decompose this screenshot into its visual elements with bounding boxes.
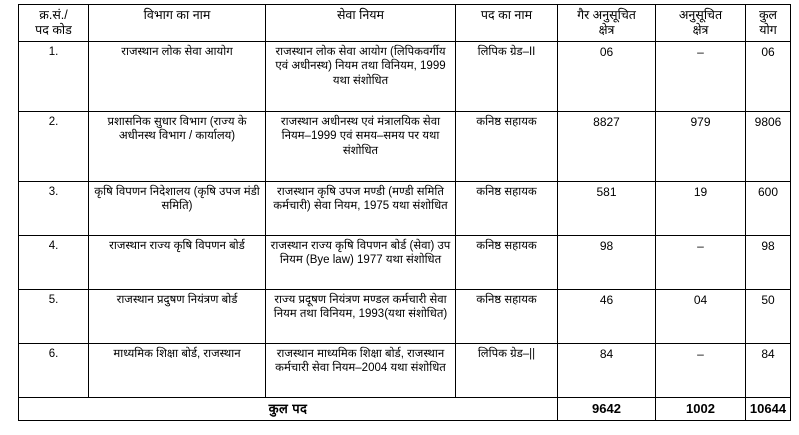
column-header-serial-number-line2: पद कोड bbox=[35, 23, 72, 38]
column-header-service-rule-label: सेवा नियम bbox=[336, 8, 384, 22]
table-body bbox=[19, 41, 791, 421]
cell-scheduled-area: 04 bbox=[656, 289, 746, 343]
column-header-scheduled-area-line1: अनुसूचित bbox=[678, 8, 723, 22]
column-header-non-scheduled-area-line2: क्षेत्र bbox=[598, 23, 615, 38]
column-header-serial-number bbox=[19, 5, 89, 42]
recruitment-post-table bbox=[18, 4, 791, 421]
cell-row-total: 9806 bbox=[746, 111, 791, 181]
table-row bbox=[19, 343, 791, 397]
totals-grand-total: 10644 bbox=[746, 397, 791, 421]
cell-post-name: लिपिक ग्रेड–II bbox=[456, 41, 558, 111]
column-header-grand-total bbox=[746, 5, 791, 42]
table-row bbox=[19, 235, 791, 289]
totals-non-scheduled-area: 9642 bbox=[558, 397, 656, 421]
column-header-grand-total-line2: योग bbox=[759, 23, 777, 38]
cell-scheduled-area: 19 bbox=[656, 181, 746, 235]
totals-row bbox=[19, 397, 791, 421]
cell-row-total: 84 bbox=[746, 343, 791, 397]
table-row bbox=[19, 111, 791, 181]
cell-department-name: माध्यमिक शिक्षा बोर्ड, राजस्थान bbox=[89, 343, 266, 397]
cell-row-total: 50 bbox=[746, 289, 791, 343]
cell-post-name: कनिष्ठ सहायक bbox=[456, 181, 558, 235]
cell-service-rule: राजस्थान अधीनस्थ एवं मंत्रालयिक सेवा नियम–1999 एवं समय–समय पर यथा संशोधित bbox=[266, 111, 456, 181]
header-row bbox=[19, 5, 791, 42]
cell-serial-number: 1. bbox=[19, 41, 89, 111]
cell-row-total: 06 bbox=[746, 41, 791, 111]
cell-department-name: राजस्थान राज्य कृषि विपणन बोर्ड bbox=[89, 235, 266, 289]
cell-serial-number: 6. bbox=[19, 343, 89, 397]
column-header-serial-number-line1: क्र.सं./ bbox=[39, 8, 68, 22]
cell-service-rule: राजस्थान राज्य कृषि विपणन बोर्ड (सेवा) उप नियम (Bye law) 1977 यथा संशोधित bbox=[266, 235, 456, 289]
cell-non-scheduled-area: 98 bbox=[558, 235, 656, 289]
column-header-grand-total-line1: कुल bbox=[758, 8, 778, 22]
cell-non-scheduled-area: 06 bbox=[558, 41, 656, 111]
table-row bbox=[19, 289, 791, 343]
totals-scheduled-area: 1002 bbox=[656, 397, 746, 421]
cell-post-name: कनिष्ठ सहायक bbox=[456, 235, 558, 289]
cell-department-name: प्रशासनिक सुधार विभाग (राज्य के अधीनस्थ विभाग / कार्यालय) bbox=[89, 111, 266, 181]
cell-post-name: कनिष्ठ सहायक bbox=[456, 289, 558, 343]
cell-department-name: राजस्थान लोक सेवा आयोग bbox=[89, 41, 266, 111]
cell-service-rule: राजस्थान कृषि उपज मण्डी (मण्डी समिति कर्मचारी) सेवा नियम, 1975 यथा संशोधित bbox=[266, 181, 456, 235]
cell-non-scheduled-area: 46 bbox=[558, 289, 656, 343]
column-header-service-rule bbox=[266, 5, 456, 42]
cell-scheduled-area: – bbox=[656, 41, 746, 111]
cell-scheduled-area: – bbox=[656, 235, 746, 289]
cell-row-total: 600 bbox=[746, 181, 791, 235]
cell-scheduled-area: – bbox=[656, 343, 746, 397]
cell-row-total: 98 bbox=[746, 235, 791, 289]
cell-service-rule: राजस्थान लोक सेवा आयोग (लिपिकवर्गीय एवं अधीनस्थ) नियम तथा विनियम, 1999 यथा संशोधित bbox=[266, 41, 456, 111]
column-header-scheduled-area bbox=[656, 5, 746, 42]
cell-non-scheduled-area: 84 bbox=[558, 343, 656, 397]
column-header-post-name bbox=[456, 5, 558, 42]
column-header-non-scheduled-area-line1: गैर अनुसूचित bbox=[577, 8, 636, 22]
table-header bbox=[19, 5, 791, 42]
cell-service-rule: राजस्थान माध्यमिक शिक्षा बोर्ड, राजस्थान कर्मचारी सेवा नियम–2004 यथा संशोधित bbox=[266, 343, 456, 397]
cell-serial-number: 5. bbox=[19, 289, 89, 343]
totals-label: कुल पद bbox=[19, 397, 558, 421]
cell-scheduled-area: 979 bbox=[656, 111, 746, 181]
cell-serial-number: 2. bbox=[19, 111, 89, 181]
cell-non-scheduled-area: 581 bbox=[558, 181, 656, 235]
column-header-department-name-label: विभाग का नाम bbox=[143, 8, 211, 22]
table-row bbox=[19, 41, 791, 111]
cell-post-name: कनिष्ठ सहायक bbox=[456, 111, 558, 181]
cell-service-rule: राज्य प्रदूषण नियंत्रण मण्डल कर्मचारी सेवा नियम तथा विनियम, 1993(यथा संशोधित) bbox=[266, 289, 456, 343]
cell-non-scheduled-area: 8827 bbox=[558, 111, 656, 181]
column-header-non-scheduled-area bbox=[558, 5, 656, 42]
column-header-department-name bbox=[89, 5, 266, 42]
cell-serial-number: 4. bbox=[19, 235, 89, 289]
cell-department-name: राजस्थान प्रदुषण नियंत्रण बोर्ड bbox=[89, 289, 266, 343]
cell-serial-number: 3. bbox=[19, 181, 89, 235]
cell-post-name: लिपिक ग्रेड–|| bbox=[456, 343, 558, 397]
cell-department-name: कृषि विपणन निदेशालय (कृषि उपज मंडी समिति) bbox=[89, 181, 266, 235]
table-row bbox=[19, 181, 791, 235]
column-header-scheduled-area-line2: क्षेत्र bbox=[692, 23, 709, 38]
column-header-post-name-label: पद का नाम bbox=[480, 8, 533, 22]
